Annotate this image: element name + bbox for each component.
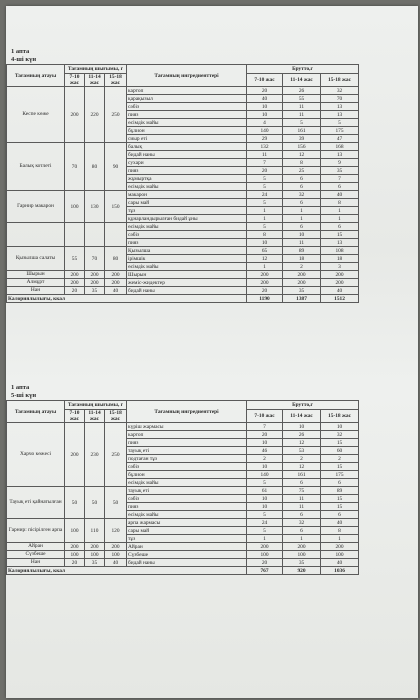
dish-output: 200 <box>85 271 105 279</box>
ingredient-name: Қызылша <box>127 247 247 255</box>
table-row <box>7 143 359 151</box>
dish-output: 40 <box>105 287 127 295</box>
dish-name: Тауық еті қайнатылған <box>7 487 65 519</box>
gross-value: 140 <box>247 471 283 479</box>
dish-output: 70 <box>65 143 85 191</box>
ingredient-name: сәбіз <box>127 231 247 239</box>
dish-output: 35 <box>85 559 105 567</box>
ingredient-name: сәбіз <box>127 463 247 471</box>
gross-value: 175 <box>321 127 359 135</box>
dish-output: 100 <box>65 519 85 543</box>
ingredient-name: сәбіз <box>127 495 247 503</box>
gross-value: 6 <box>283 175 321 183</box>
ingredient-name: өсімдік майы <box>127 479 247 487</box>
gross-age-header: 11-14 жас <box>283 410 321 423</box>
ingredient-name: пияз <box>127 167 247 175</box>
dish-name <box>7 223 65 247</box>
gross-value: 10 <box>247 463 283 471</box>
gross-value: 108 <box>321 247 359 255</box>
dish-output: 200 <box>65 87 85 143</box>
dish-name: Нан <box>7 559 65 567</box>
gross-value: 6 <box>321 479 359 487</box>
ingredient-name: өсімдік майы <box>127 223 247 231</box>
gross-value: 168 <box>321 143 359 151</box>
ingredient-name: сухари <box>127 159 247 167</box>
gross-value: 2 <box>283 455 321 463</box>
table-row <box>7 559 359 567</box>
dish-output: 200 <box>105 271 127 279</box>
ingredient-name: картоп <box>127 431 247 439</box>
ingredients-header: Тағамның ингредиенттері <box>127 401 247 423</box>
gross-header: Брутто,г <box>247 65 359 74</box>
gross-value: 12 <box>283 151 321 159</box>
ingredient-name: бидай наны <box>127 151 247 159</box>
gross-value: 1 <box>247 263 283 271</box>
dish-output: 100 <box>65 191 85 223</box>
gross-value: 32 <box>283 519 321 527</box>
dish-name: Гарнир макарон <box>7 191 65 223</box>
gross-value: 100 <box>247 551 283 559</box>
dish-output: 200 <box>85 279 105 287</box>
gross-value: 1 <box>247 215 283 223</box>
dish-name: Алмұрт <box>7 279 65 287</box>
dish-name-header: Тағамның атауы <box>7 65 65 87</box>
gross-value: 5 <box>247 175 283 183</box>
gross-value: 24 <box>247 519 283 527</box>
gross-value: 10 <box>247 103 283 111</box>
gross-value: 75 <box>283 487 321 495</box>
total-row <box>7 567 359 575</box>
ingredient-name: сиыр еті <box>127 135 247 143</box>
gross-value: 40 <box>321 287 359 295</box>
gross-value: 26 <box>283 431 321 439</box>
dish-output: 250 <box>105 87 127 143</box>
gross-value: 10 <box>321 423 359 431</box>
gross-age-header: 15-18 жас <box>321 74 359 87</box>
table-row <box>7 279 359 287</box>
gross-value: 7 <box>321 175 359 183</box>
gross-value: 156 <box>283 143 321 151</box>
dish-output <box>85 223 105 247</box>
gross-value: 89 <box>321 487 359 495</box>
gross-value: 65 <box>247 247 283 255</box>
ingredient-name: Айран <box>127 543 247 551</box>
ingredient-name: бидай наны <box>127 287 247 295</box>
dish-name: Сүзбеше <box>7 551 65 559</box>
ingredient-name: пияз <box>127 503 247 511</box>
gross-age-header: 7-10 жас <box>247 74 283 87</box>
gross-value: 89 <box>283 247 321 255</box>
dish-output: 35 <box>85 287 105 295</box>
calorie-value: 1387 <box>283 295 321 303</box>
age-header: 15-18 жас <box>105 74 127 87</box>
dish-output: 50 <box>65 487 85 519</box>
gross-value: 47 <box>321 135 359 143</box>
gross-value: 161 <box>283 471 321 479</box>
age-header: 11-14 жас <box>85 410 105 423</box>
gross-value: 53 <box>283 447 321 455</box>
gross-value: 200 <box>283 271 321 279</box>
gross-value: 15 <box>321 231 359 239</box>
ingredient-name: тұз <box>127 207 247 215</box>
gross-value: 12 <box>283 439 321 447</box>
gross-age-header: 15-18 жас <box>321 410 359 423</box>
gross-value: 10 <box>283 231 321 239</box>
dish-output <box>65 223 85 247</box>
ingredient-name: Шырын <box>127 271 247 279</box>
dish-output: 90 <box>105 143 127 191</box>
output-header: Тағамның шығымы, г <box>65 65 127 74</box>
calorie-value: 1190 <box>247 295 283 303</box>
ingredient-name: бұлион <box>127 127 247 135</box>
gross-value: 100 <box>321 551 359 559</box>
gross-value: 20 <box>247 559 283 567</box>
table-row <box>7 223 359 231</box>
gross-value: 8 <box>321 527 359 535</box>
gross-value: 1 <box>321 535 359 543</box>
calorie-label: Калориялылығы, ккал <box>7 295 247 303</box>
week-section-day4 <box>6 48 418 303</box>
menu-sheet <box>6 6 418 698</box>
gross-value: 13 <box>321 103 359 111</box>
dish-name: Харчо көжесі <box>7 423 65 487</box>
gross-value: 11 <box>283 503 321 511</box>
gross-value: 6 <box>283 479 321 487</box>
gross-value: 35 <box>283 559 321 567</box>
dish-output: 55 <box>65 247 85 271</box>
week-label: 1 апта <box>11 384 30 391</box>
gross-value: 6 <box>321 511 359 519</box>
gross-value: 11 <box>283 495 321 503</box>
gross-value: 5 <box>283 119 321 127</box>
gross-value: 11 <box>283 103 321 111</box>
ingredient-name: пияз <box>127 239 247 247</box>
gross-value: 5 <box>247 479 283 487</box>
gross-value: 5 <box>321 119 359 127</box>
table-row <box>7 551 359 559</box>
day-label: 4-ші күн <box>11 56 37 63</box>
dish-output: 80 <box>85 143 105 191</box>
gross-value: 18 <box>283 255 321 263</box>
gross-value: 2 <box>283 263 321 271</box>
gross-value: 5 <box>247 511 283 519</box>
gross-value: 6 <box>283 183 321 191</box>
ingredient-name: балық <box>127 143 247 151</box>
dish-output: 50 <box>85 487 105 519</box>
dish-output: 150 <box>105 191 127 223</box>
gross-value: 39 <box>283 135 321 143</box>
table-row <box>7 487 359 495</box>
gross-value: 11 <box>247 151 283 159</box>
gross-value: 15 <box>321 463 359 471</box>
gross-value: 55 <box>283 95 321 103</box>
table-row <box>7 271 359 279</box>
gross-value: 15 <box>321 439 359 447</box>
calorie-label: Калориялылығы, ккал <box>7 567 247 575</box>
menu-table <box>6 400 359 575</box>
gross-value: 200 <box>321 271 359 279</box>
table-row <box>7 519 359 527</box>
dish-output: 230 <box>85 423 105 487</box>
gross-value: 6 <box>283 223 321 231</box>
age-header: 15-18 жас <box>105 410 127 423</box>
dish-output: 200 <box>85 543 105 551</box>
dish-output: 80 <box>105 247 127 271</box>
gross-value: 6 <box>321 183 359 191</box>
gross-value: 24 <box>247 191 283 199</box>
dish-output: 130 <box>85 191 105 223</box>
gross-value: 10 <box>247 439 283 447</box>
gross-value: 161 <box>283 127 321 135</box>
ingredient-name: жұмыртқа <box>127 175 247 183</box>
age-header: 11-14 жас <box>85 74 105 87</box>
dish-output: 120 <box>105 519 127 543</box>
ingredient-name: тауық еті <box>127 447 247 455</box>
gross-value: 1 <box>247 535 283 543</box>
gross-header: Брутто,г <box>247 401 359 410</box>
ingredient-name: өсімдік майы <box>127 183 247 191</box>
gross-value: 46 <box>247 447 283 455</box>
gross-value: 60 <box>321 447 359 455</box>
table-row <box>7 87 359 95</box>
dish-output: 100 <box>85 551 105 559</box>
dish-output: 50 <box>105 487 127 519</box>
ingredient-name: ірімшік <box>127 255 247 263</box>
gross-value: 10 <box>247 239 283 247</box>
dish-name: Қызылша салаты <box>7 247 65 271</box>
dish-name: Айран <box>7 543 65 551</box>
gross-value: 29 <box>247 135 283 143</box>
gross-value: 5 <box>247 223 283 231</box>
gross-value: 11 <box>283 239 321 247</box>
gross-value: 1 <box>321 215 359 223</box>
week-label: 1 апта <box>11 48 30 55</box>
dish-output: 250 <box>105 423 127 487</box>
table-row <box>7 247 359 255</box>
dish-name: Нан <box>7 287 65 295</box>
gross-value: 40 <box>247 95 283 103</box>
ingredient-name: Сүзбеше <box>127 551 247 559</box>
ingredient-name: подтаған тұз <box>127 455 247 463</box>
dish-output: 40 <box>105 559 127 567</box>
gross-age-header: 11-14 жас <box>283 74 321 87</box>
dish-output: 200 <box>65 271 85 279</box>
ingredient-name: құнарландырылған бидай ұны <box>127 215 247 223</box>
gross-value: 5 <box>247 527 283 535</box>
gross-value: 35 <box>321 167 359 175</box>
gross-value: 175 <box>321 471 359 479</box>
dish-output <box>105 223 127 247</box>
gross-value: 7 <box>247 423 283 431</box>
ingredient-name: бидай наны <box>127 559 247 567</box>
dish-output: 200 <box>105 543 127 551</box>
gross-value: 20 <box>247 287 283 295</box>
gross-value: 70 <box>321 95 359 103</box>
ingredient-name: пияз <box>127 111 247 119</box>
gross-value: 9 <box>321 159 359 167</box>
dish-name: Балық котлеті <box>7 143 65 191</box>
ingredient-name: тауық еті <box>127 487 247 495</box>
ingredient-name: сары май <box>127 527 247 535</box>
gross-value: 26 <box>283 87 321 95</box>
gross-value: 11 <box>283 111 321 119</box>
dish-output: 20 <box>65 287 85 295</box>
gross-value: 200 <box>321 279 359 287</box>
gross-value: 10 <box>247 111 283 119</box>
gross-value: 2 <box>247 455 283 463</box>
gross-value: 10 <box>247 503 283 511</box>
gross-value: 7 <box>247 159 283 167</box>
ingredient-name: күріш жармасы <box>127 423 247 431</box>
gross-value: 4 <box>247 119 283 127</box>
gross-value: 20 <box>247 87 283 95</box>
gross-value: 200 <box>247 271 283 279</box>
dish-name: Кеспе көже <box>7 87 65 143</box>
menu-table <box>6 64 359 303</box>
gross-value: 5 <box>247 183 283 191</box>
gross-value: 32 <box>321 87 359 95</box>
ingredient-name: өсімдік майы <box>127 263 247 271</box>
gross-value: 10 <box>247 495 283 503</box>
output-header: Тағамның шығымы, г <box>65 401 127 410</box>
ingredient-name: сары май <box>127 199 247 207</box>
ingredient-name: өсімдік майы <box>127 119 247 127</box>
gross-value: 40 <box>321 191 359 199</box>
calorie-value: 1512 <box>321 295 359 303</box>
gross-value: 32 <box>283 191 321 199</box>
gross-value: 6 <box>283 527 321 535</box>
dish-name-header: Тағамның атауы <box>7 401 65 423</box>
dish-output: 200 <box>65 423 85 487</box>
gross-value: 5 <box>247 199 283 207</box>
dish-output: 200 <box>65 279 85 287</box>
gross-value: 18 <box>321 255 359 263</box>
ingredient-name: арпа жармасы <box>127 519 247 527</box>
dish-output: 220 <box>85 87 105 143</box>
gross-value: 1 <box>283 535 321 543</box>
gross-value: 200 <box>283 543 321 551</box>
gross-value: 132 <box>247 143 283 151</box>
dish-name: Шырын <box>7 271 65 279</box>
gross-value: 6 <box>321 223 359 231</box>
dish-output: 200 <box>65 543 85 551</box>
gross-value: 8 <box>283 159 321 167</box>
dish-output: 110 <box>85 519 105 543</box>
gross-value: 1 <box>247 207 283 215</box>
calorie-value: 920 <box>283 567 321 575</box>
gross-value: 12 <box>247 255 283 263</box>
gross-value: 200 <box>247 543 283 551</box>
total-row <box>7 295 359 303</box>
table-row <box>7 191 359 199</box>
gross-value: 13 <box>321 151 359 159</box>
table-row <box>7 287 359 295</box>
age-header: 7-10 жас <box>65 410 85 423</box>
gross-value: 13 <box>321 239 359 247</box>
gross-value: 1 <box>283 207 321 215</box>
dish-output: 20 <box>65 559 85 567</box>
gross-value: 200 <box>247 279 283 287</box>
calorie-value: 767 <box>247 567 283 575</box>
gross-value: 32 <box>321 431 359 439</box>
dish-name: Гарнир: пісірілген арпа <box>7 519 65 543</box>
gross-value: 20 <box>247 167 283 175</box>
gross-value: 40 <box>321 519 359 527</box>
gross-age-header: 7-10 жас <box>247 410 283 423</box>
ingredient-name: сәбіз <box>127 103 247 111</box>
gross-value: 140 <box>247 127 283 135</box>
ingredient-name: пияз <box>127 439 247 447</box>
gross-value: 100 <box>283 551 321 559</box>
gross-value: 20 <box>247 431 283 439</box>
ingredient-name: қарақызыл <box>127 95 247 103</box>
dish-output: 100 <box>65 551 85 559</box>
dish-output: 200 <box>105 279 127 287</box>
gross-value: 1 <box>283 215 321 223</box>
gross-value: 8 <box>321 199 359 207</box>
ingredient-name: өсімдік майы <box>127 511 247 519</box>
table-row <box>7 543 359 551</box>
week-section-day5 <box>6 384 418 575</box>
gross-value: 15 <box>321 503 359 511</box>
dish-output: 100 <box>105 551 127 559</box>
ingredient-name: жеміс-жидектер <box>127 279 247 287</box>
ingredient-name: тұз <box>127 535 247 543</box>
age-header: 7-10 жас <box>65 74 85 87</box>
ingredient-name: картоп <box>127 87 247 95</box>
dish-output: 70 <box>85 247 105 271</box>
gross-value: 25 <box>283 167 321 175</box>
day-label: 5-ші күн <box>11 392 37 399</box>
gross-value: 61 <box>247 487 283 495</box>
gross-value: 6 <box>283 511 321 519</box>
gross-value: 10 <box>283 423 321 431</box>
gross-value: 12 <box>283 463 321 471</box>
gross-value: 40 <box>321 559 359 567</box>
gross-value: 2 <box>321 455 359 463</box>
ingredient-name: бұлион <box>127 471 247 479</box>
gross-value: 200 <box>321 543 359 551</box>
table-row <box>7 423 359 431</box>
gross-value: 35 <box>283 287 321 295</box>
gross-value: 15 <box>321 495 359 503</box>
ingredient-name: макарон <box>127 191 247 199</box>
calorie-value: 1036 <box>321 567 359 575</box>
gross-value: 200 <box>283 279 321 287</box>
gross-value: 1 <box>321 207 359 215</box>
gross-value: 3 <box>321 263 359 271</box>
gross-value: 13 <box>321 111 359 119</box>
gross-value: 6 <box>283 199 321 207</box>
ingredients-header: Тағамның ингредиенттері <box>127 65 247 87</box>
gross-value: 8 <box>247 231 283 239</box>
